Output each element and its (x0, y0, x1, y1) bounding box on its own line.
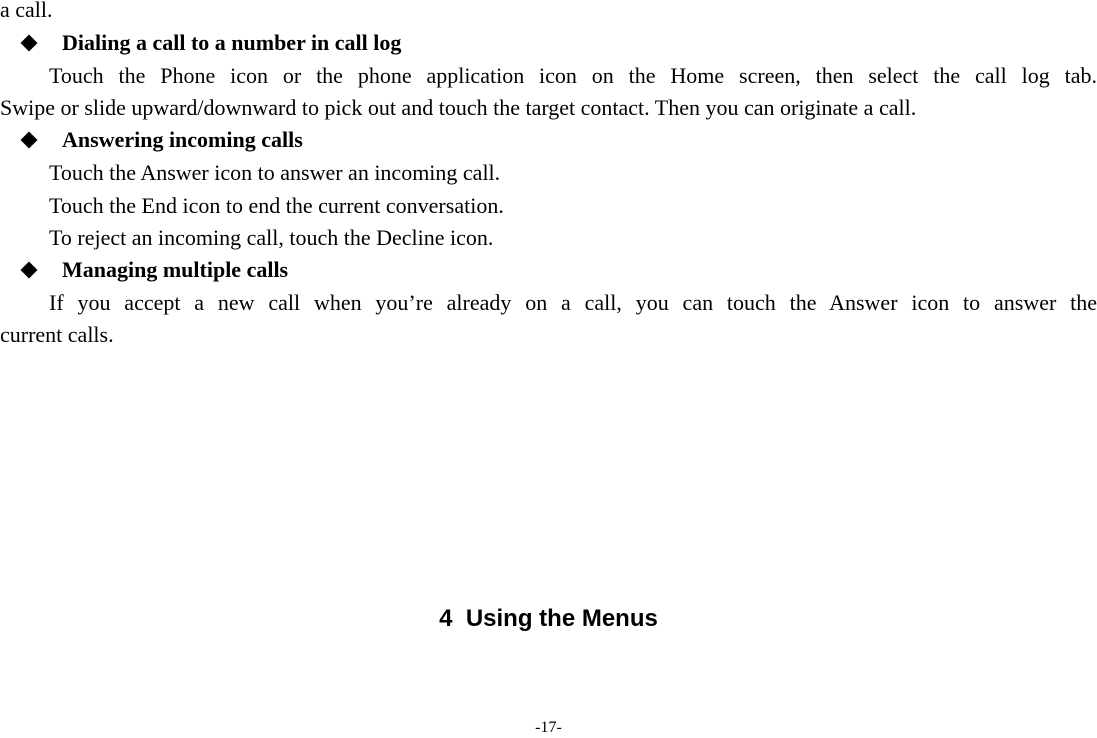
paragraph-line: Swipe or slide upward/downward to pick out and touch the target contact. Then you can originate a call. (0, 95, 917, 120)
section-answering-calls (20, 124, 303, 156)
section-dialing-call-log (20, 27, 401, 59)
page-number: -17- (535, 719, 562, 736)
paragraph-line: current calls. (0, 322, 114, 347)
paragraph-line: Touch the Answer icon to answer an incoming call. (49, 160, 501, 185)
section-managing-multiple-calls (20, 254, 288, 286)
intro-fragment: a call. (0, 0, 53, 22)
diamond-bullet-icon (21, 132, 38, 149)
paragraph-line: Touch the Phone icon or the phone application icon on the Home screen, then select the call log tab. (49, 63, 1097, 88)
paragraph-line: Touch the End icon to end the current conversation. (49, 193, 504, 218)
section-title: Answering incoming calls (62, 127, 303, 152)
diamond-bullet-icon (21, 35, 38, 52)
section-title: Dialing a call to a number in call log (62, 30, 402, 55)
diamond-bullet-icon (21, 262, 38, 279)
paragraph-line: If you accept a new call when you’re already on a call, you can touch the Answer icon to answer the (49, 290, 1097, 315)
chapter-heading: 4 Using the Menus (439, 605, 658, 632)
paragraph-line: To reject an incoming call, touch the Decline icon. (49, 225, 494, 250)
section-title: Managing multiple calls (62, 257, 289, 282)
